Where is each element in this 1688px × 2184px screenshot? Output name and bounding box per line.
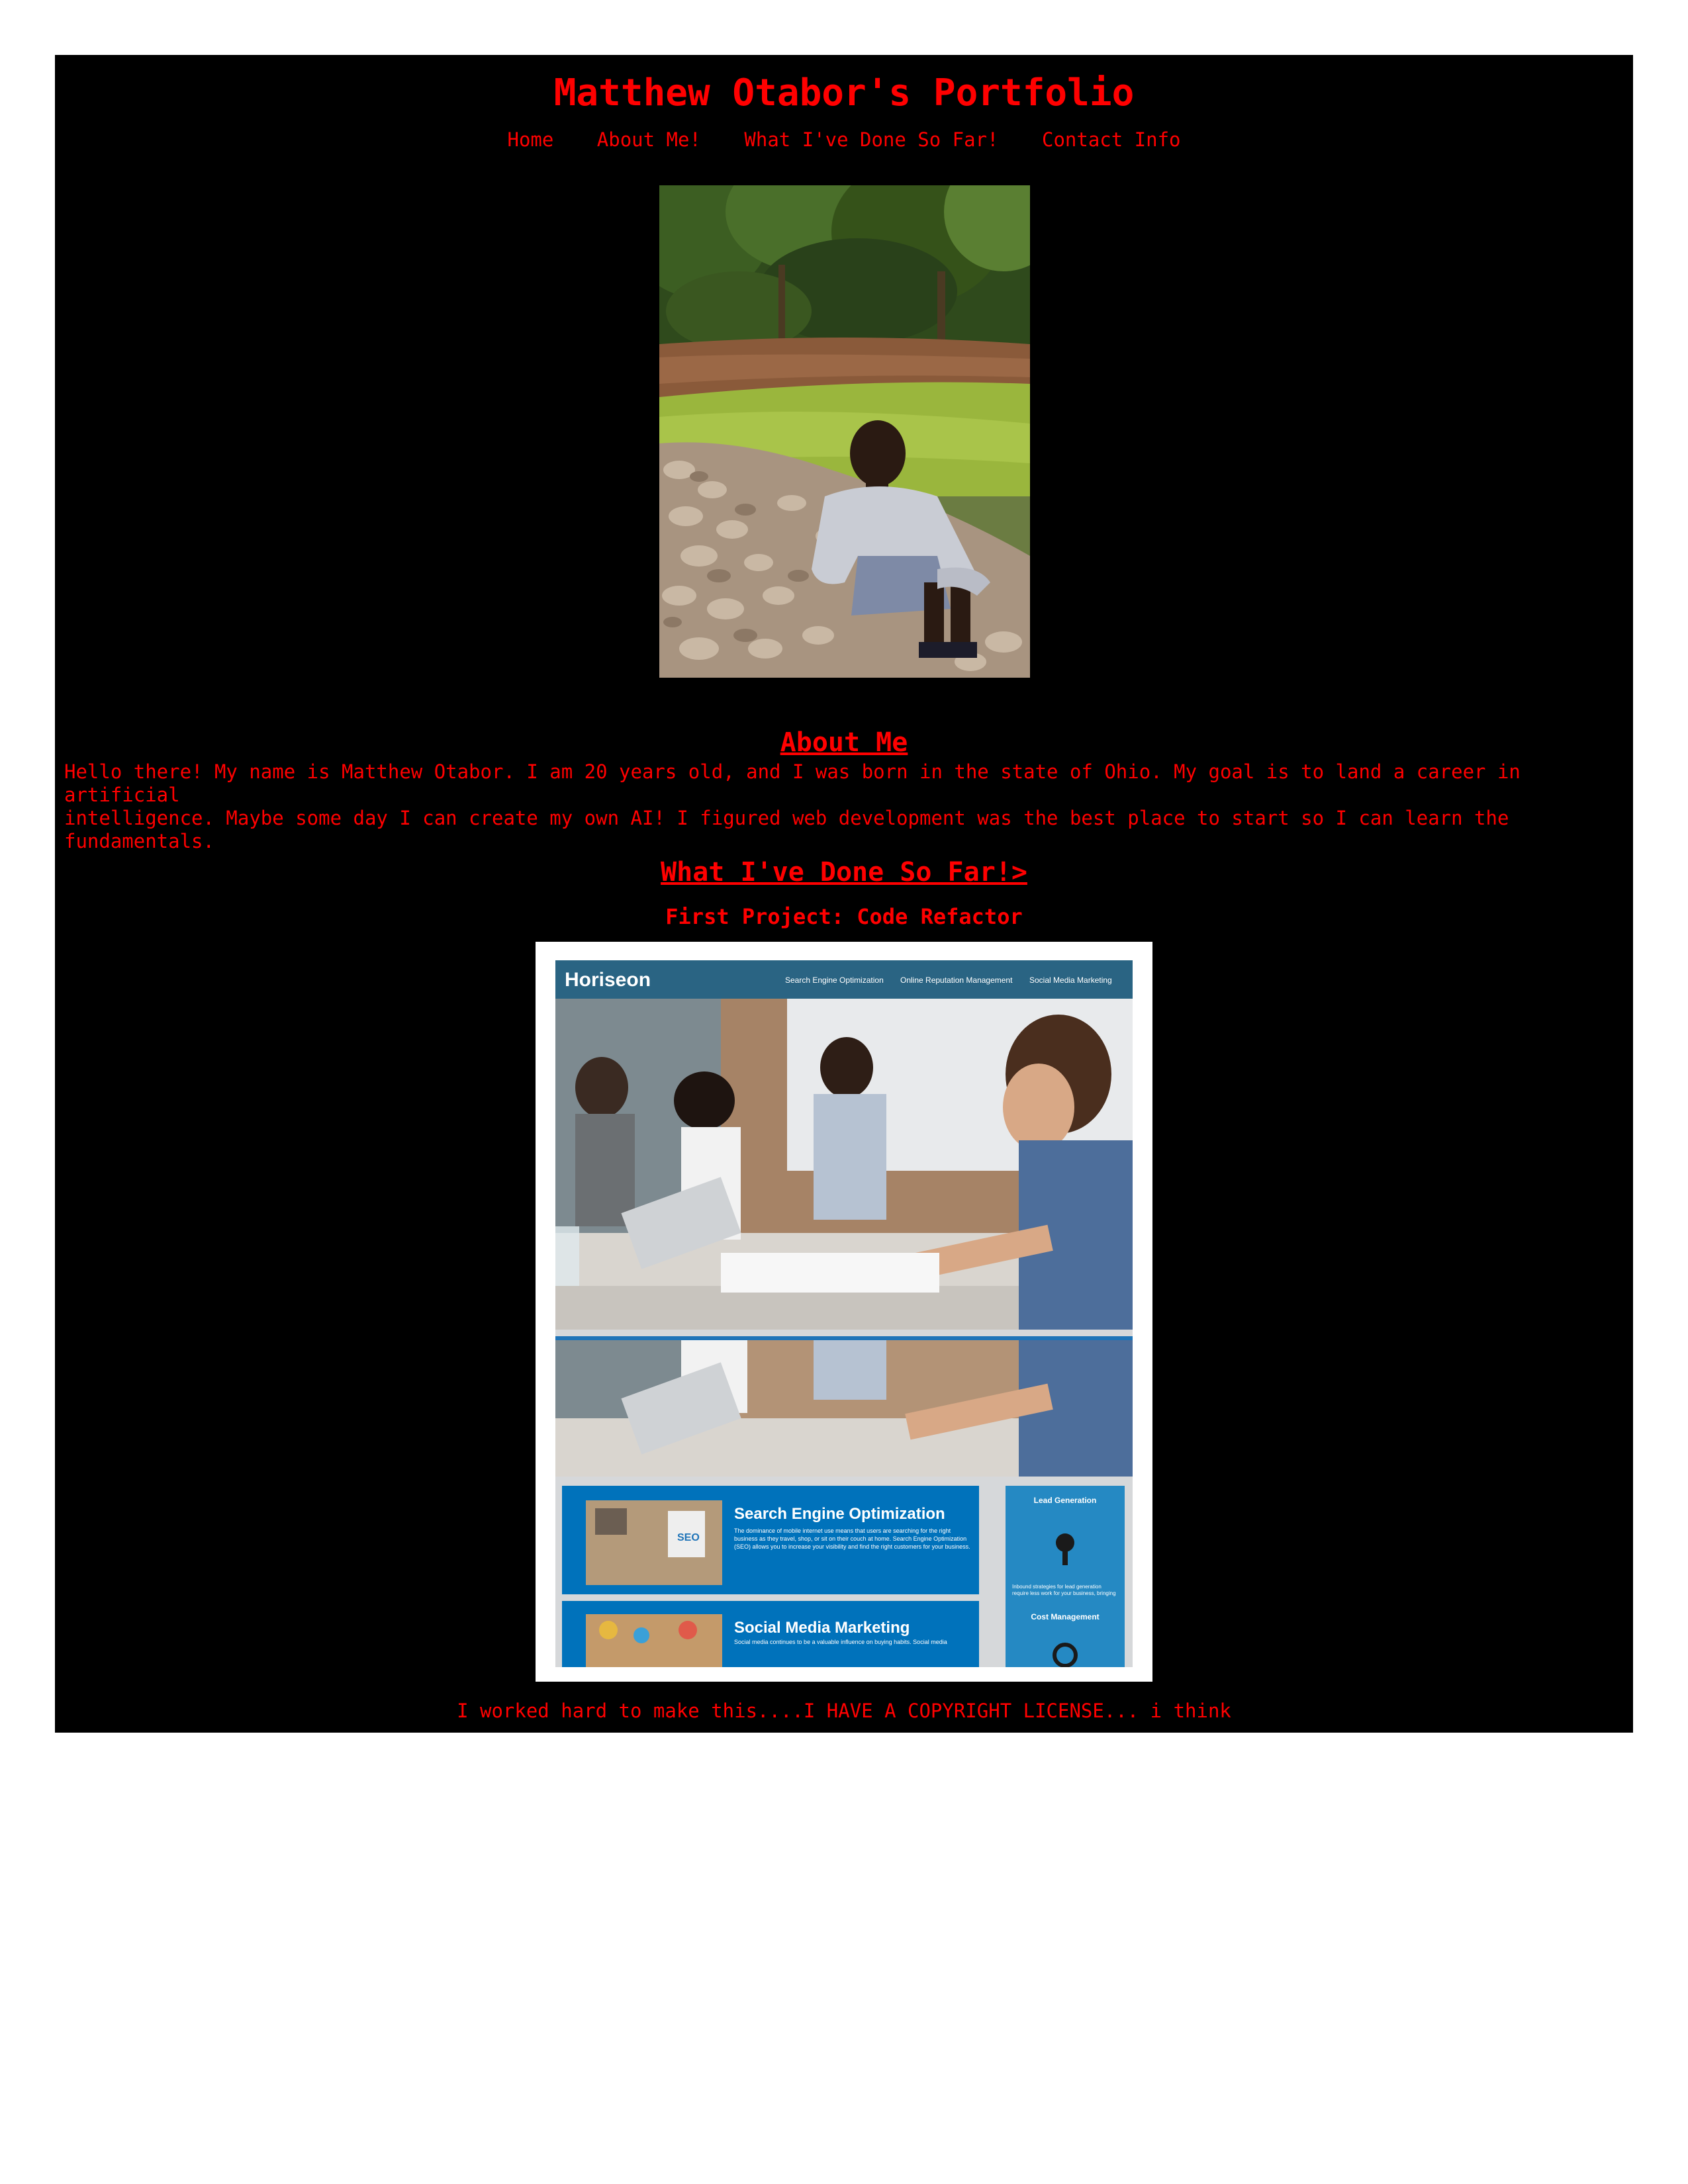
work-heading: What I've Done So Far!> bbox=[661, 857, 1027, 888]
nav-link-home[interactable]: Home bbox=[507, 128, 554, 151]
profile-photo bbox=[659, 185, 1030, 678]
mock-brand: Horiseon bbox=[565, 969, 651, 991]
about-text: Hello there! My name is Matthew Otabor. I am 20 years old, and I was born in the state of Ohio. My goal is to land a career in artificial intelligence. Maybe some day I can create my own AI! I figured web development was the best place to start so I can learn the fundamentals. bbox=[64, 760, 1521, 852]
mock-card1-title: Search Engine Optimization bbox=[734, 1505, 945, 1523]
footer-text: I worked hard to make this....I HAVE A COPYRIGHT LICENSE... i think bbox=[457, 1700, 1231, 1722]
page-title: Matthew Otabor's Portfolio bbox=[553, 71, 1135, 114]
page-container bbox=[55, 55, 1633, 1733]
about-heading: About Me bbox=[780, 727, 908, 758]
mock-card2-text: Social media continues to be a valuable influence on buying habits. Social media bbox=[734, 1639, 947, 1645]
mock-nav-orm: Online Reputation Management bbox=[900, 976, 1013, 985]
mock-card2-title: Social Media Marketing bbox=[734, 1619, 910, 1637]
mock-hero-image bbox=[555, 999, 1133, 1330]
mock-side1-title: Lead Generation bbox=[1033, 1496, 1097, 1505]
mock-nav-seo: Search Engine Optimization bbox=[785, 976, 884, 985]
nav-link-about[interactable]: About Me! bbox=[596, 128, 701, 151]
main-nav bbox=[55, 124, 1633, 156]
mock-nav-smm: Social Media Marketing bbox=[1029, 976, 1112, 985]
nav-link-contact[interactable]: Contact Info bbox=[1041, 128, 1181, 151]
mock-card1-text: The dominance of mobile internet use means that users are searching for the right business as they travel, shop, or sit on their couch at home. Search Engine Optimization (SEO) allows you to increase your visibility and find the right customers for your business. bbox=[734, 1527, 970, 1550]
mock-side1-text: Inbound strategies for lead generation require less work for your business, bringing bbox=[1012, 1584, 1116, 1596]
mock-side2-title: Cost Management bbox=[1031, 1612, 1100, 1621]
project-screenshot[interactable] bbox=[536, 942, 1152, 1682]
project-title: First Project: Code Refactor bbox=[665, 904, 1023, 929]
nav-link-work[interactable]: What I've Done So Far! bbox=[744, 128, 999, 151]
mock-hero-image-2 bbox=[555, 1340, 1133, 1477]
mock-seo-badge: SEO bbox=[677, 1532, 700, 1543]
